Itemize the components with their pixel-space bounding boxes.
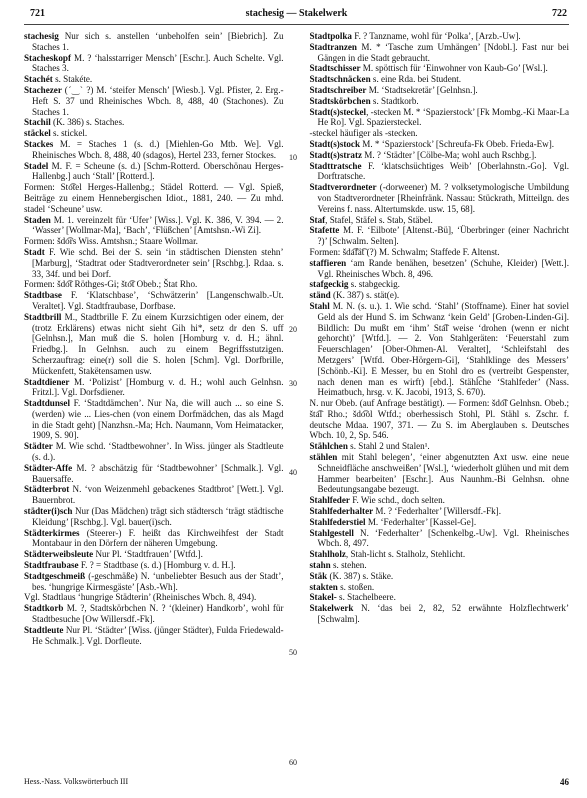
entry-text: (ˊ‿ˋ ?) M. ‘steifer Mensch’ [Wiesb.]. Vgl. Pfister, 2. Erg.-Heft S. 37 und Rheinisches Wbch. 8, 488, 40 (Stachones). Zu Staches 1.: [32, 84, 284, 117]
entry-text: , Stafel, Stäfel s. Stab, Stäbel.: [325, 214, 433, 225]
headword: Stadt(s)steckel: [309, 106, 367, 117]
entry-text: Formen: šdo͡t Röthges-Gi; što͡t Obeb.; Štat Rho.: [24, 279, 198, 290]
dictionary-entry: [24, 290, 284, 312]
headword: staffieren: [309, 257, 347, 268]
entry-text: M. F. = Scheune (s. d.) [Schm-Rotterd. Oberschönau Herges-Hallenbg.] auch ‘Stall’ [Rotterd.].: [32, 160, 284, 182]
entry-text: F. ? = Stadtbase (s. d.) [Homburg v. d. H.].: [78, 560, 236, 571]
entry-note: [24, 236, 284, 247]
line-number: 20: [289, 325, 297, 334]
entry-text: Nur (Das Mädchen) trägt sich städtersch ‘trägt städtische Kleidung’ [Rschbg.]. Vgl. bauer(i)sch.: [32, 506, 284, 527]
headword: Stachét: [24, 74, 53, 85]
entry-text: M. ? ‘Städter’ [Cölbe-Ma; wohl auch Rschbg.].: [362, 149, 537, 160]
dictionary-entry: [310, 182, 570, 214]
entry-text: s. stehen.: [330, 560, 367, 571]
entry-text: F. ‘klatschsüchtiges Weib’ [Oberlahnstn.-Go]. Vgl. Dorftratsche.: [317, 160, 569, 182]
dictionary-entry: [24, 312, 284, 377]
headword: Stackes: [24, 138, 54, 149]
entry-text: M. * ‘Tasche zum Umhängen’ [Ndobl.]. Fast nur bei Gängen in die Stadt gebraucht.: [317, 41, 569, 63]
entry-note: [310, 398, 570, 441]
entry-text: Nur sich s. anstellen ‘unbeholfen sein’ [Biebrich]. Zu Staches 1.: [32, 31, 284, 52]
dictionary-entry: [24, 484, 284, 506]
entry-text: s. eine Rda. bei Student.: [370, 74, 462, 85]
entry-text: (K. 387) s. stät(e).: [330, 290, 400, 301]
dictionary-entry: [24, 603, 284, 625]
dictionary-entry: [24, 53, 284, 75]
dictionary-entry: [310, 258, 570, 280]
headword: Stadtranzen: [309, 41, 357, 52]
entry-text: M. * ‘Spazierstock’ [Schreufa-Fk Obeb. Frieda-Ew].: [360, 138, 555, 149]
entry-text: F. ‘Klatschbase’, ‘Schwätzerin’ [Langenschwalb.-Ut. Veraltet]. Vgl. Stadtfraubase, Dorfbase.: [32, 290, 284, 311]
line-number: 60: [289, 758, 297, 767]
entry-note: [24, 279, 284, 290]
entry-text: mit Stahl belegen’, ‘einer abgenutzten Axt usw. eine neue Schneidfläche anschweißen’ [Wsl.], ‘wiederholt glühen und mit dem Hammer bearbeiten’ [Eschr.]. Aus Naunhm.-Bi Gelnhsn. ohne Bedeutungsangabe bezeugt.: [317, 452, 569, 495]
headword: Stadtbrill: [24, 311, 62, 322]
entry-text: N. ‘das bei 2, 82, 52 erwähnte Holzflechtwerk’ [Schwalm].: [317, 603, 569, 625]
page-number-left: 721: [30, 8, 45, 19]
headword: Stachezer: [24, 84, 62, 95]
dictionary-entry: [24, 398, 284, 441]
entry-note: [310, 247, 570, 258]
dictionary-entry: [24, 247, 284, 279]
entry-text: M. ? ‘halsstarriger Mensch’ [Eschr.]. Auch Schelte. Vgl. Staches 3.: [32, 52, 284, 74]
dictionary-entry: [310, 42, 570, 64]
entry-text: N. ‘Federhalter’ [Schenkelbg.-Uw]. Vgl. Rheinisches Wbch. 8, 497.: [317, 527, 569, 549]
entry-text: Vgl. Stadtlaus ‘hungrige Städterin’ (Rheinisches Wbch. 8, 494).: [24, 592, 257, 603]
dictionary-entry: [310, 85, 570, 96]
entry-text: M. ‘Polizist’ [Homburg v. d. H.; wohl auch Gelnhsn. Fritzl.]. Vgl. Dorfsdiener.: [32, 376, 284, 398]
headword: Stadel: [24, 160, 49, 171]
headword: Stadtskörbchen: [309, 95, 371, 106]
dictionary-entry: [310, 225, 570, 247]
dictionary-entry: [310, 549, 570, 560]
line-number: 50: [289, 648, 297, 657]
entry-text: ‘am Rande benähen, besetzen’ (Schuhe, Kleider) [Wett.]. Vgl. Rheinisches Wbch. 8, 496.: [317, 257, 569, 279]
entry-text: (-dorweener) M. ? volksetymologische Umbildung von Stadtverordneter [Rheinfränk. Nassau: Stückrath, Mitteilgn. des Vereins f. nass. Altertumskde. usw. 15, 68].: [317, 182, 569, 214]
right-column: [310, 31, 570, 646]
running-head: stachesig — Stakelwerk: [245, 8, 348, 19]
headword: Städter: [24, 441, 53, 452]
dictionary-entry: [310, 63, 570, 74]
dictionary-entry: [310, 517, 570, 528]
entry-text: (-geschmäße) N. ‘unbeliebter Besuch aus der Stadt’, bes. ‘hungrige Kirmesgäste’ [Asb.-Wh].: [32, 570, 284, 592]
headword: Staf: [309, 214, 326, 225]
entry-text: s. Stachelbeere.: [336, 592, 396, 603]
dictionary-entry: [24, 560, 284, 571]
headword: Stadtschisser: [309, 63, 361, 74]
sheet-number: 46: [560, 777, 569, 787]
headword: Staden: [24, 214, 51, 225]
entry-note: [310, 128, 570, 139]
headword: Stakel-: [309, 592, 337, 603]
dictionary-entry: [310, 506, 570, 517]
entry-text: Formen: šdo͡rs Wiss. Amtshsn.; Staare Wollmar.: [24, 236, 198, 247]
headword: Stadtdiener: [24, 376, 70, 387]
headword: stählen: [309, 452, 338, 463]
headword: Städterkirmes: [24, 527, 80, 538]
headword: stafgeckig: [309, 279, 349, 290]
entry-text: M. spöttisch für ‘Einwohner von Kaub-Go’ [Wsl.].: [360, 63, 548, 74]
entry-text: N. nur Obeb. (auf Anfrage bestätigt). — Formen: šdo͡l Gelnhsn. Obeb.; šta͡l Rho.; šdo͡ol Wtfd.; oberhessisch Stohl, Pl. Stähl s. Zschr. f. deutsche Mdaa. 1907, 371. — Zu S. im Aberglauben s. Deutsches Wbch. 10, 2, Sp. 546.: [309, 398, 569, 441]
entry-text: s. stoßen.: [337, 581, 375, 592]
dictionary-entry: [310, 560, 570, 571]
dictionary-entry: [24, 117, 284, 128]
headword: Stadt(s)stock: [309, 138, 361, 149]
entry-text: , Stah-licht s. Stalholz, Stehlicht.: [345, 549, 466, 560]
dictionary-entry: [310, 582, 570, 593]
dictionary-entry: [24, 215, 284, 237]
headword: Stadtfraubase: [24, 560, 79, 571]
dictionary-entry: [24, 625, 284, 647]
page-number-right: 722: [552, 8, 567, 19]
dictionary-entry: [310, 279, 570, 290]
headword: Stadtdunsel: [24, 398, 70, 409]
dictionary-entry: [310, 301, 570, 398]
header-rule: [24, 24, 569, 25]
dictionary-entry: [24, 441, 284, 463]
line-number: 30: [289, 379, 297, 388]
headword: stachesig: [24, 31, 59, 41]
headword: Stadtpolka: [309, 31, 352, 41]
entry-text: (K. 386) s. Staches.: [50, 117, 125, 128]
headword: Stadt(s)stratz: [309, 149, 363, 160]
entry-note: [24, 182, 284, 214]
left-column: [24, 31, 284, 646]
entry-text: (Steerer-) F. heißt das Kirchweihfest der Stadt Montabaur in den Dörfern der näheren Umgebung.: [32, 527, 284, 549]
dictionary-entry: [24, 85, 284, 117]
headword: ständ: [309, 290, 331, 301]
dictionary-entry: [24, 128, 284, 139]
headword: Stäk: [309, 570, 328, 581]
headword: stakten: [309, 581, 338, 592]
entry-text: Nur Pl. ‘Stadtfrauen’ [Wtfd.].: [93, 549, 203, 560]
page-header: [24, 8, 569, 22]
headword: Stacheskopf: [24, 52, 71, 63]
dictionary-entry: [310, 528, 570, 550]
entry-text: s. Stadtkorb.: [370, 95, 419, 106]
line-number: 10: [289, 153, 297, 162]
entry-text: F. ? Tanzname, wohl für ‘Polka’, [Arzb.-Uw].: [351, 31, 521, 41]
headword: städter(i)sch: [24, 506, 73, 517]
headword: Stadtleute: [24, 624, 64, 635]
entry-text: (K. 387) s. Stäke.: [327, 570, 394, 581]
entry-text: M. ? ‘Federhalter’ [Willersdf.-Fk].: [373, 506, 501, 517]
headword: Städter-Affe: [24, 462, 73, 473]
dictionary-entry: [24, 31, 284, 53]
headword: Stadtgeschmeiß: [24, 570, 86, 581]
dictionary-entry: [24, 463, 284, 485]
dictionary-entry: [310, 150, 570, 161]
entry-text: s. Stahl 2 und Stalen¹.: [347, 441, 430, 452]
dictionary-entry: [310, 495, 570, 506]
headword: Stakelwerk: [309, 603, 354, 614]
dictionary-entry: [24, 571, 284, 593]
headword: Städterbrot: [24, 484, 70, 495]
entry-text: Nur Pl. ‘Städter’ [Wiss. (jünger Städter), Fulda Friedewald-He Schmalk.]. Vgl. Dorfleute.: [32, 624, 284, 646]
footer-title: Hess.-Nass. Volkswörterbuch III: [24, 777, 129, 786]
dictionary-entry: [310, 452, 570, 495]
entry-text: M. ‘Federhalter’ [Kassel-Ge].: [365, 516, 477, 527]
dictionary-entry: [310, 441, 570, 452]
entry-text: s. stabgeckig.: [348, 279, 400, 290]
headword: Stadttratsche: [309, 160, 362, 171]
headword: Stadtschnäcken: [309, 74, 371, 85]
page-footer: [24, 777, 569, 786]
headword: Stahlfederstiel: [309, 516, 366, 527]
entry-text: M. N. (s. u.). 1. Wie schd. ‘Stahl’ (Stoffname). Einer hat soviel Geld als der Hund S. im Schwanz ‘kein Geld’ [Groben-Linden-Gi]. Bildlich: Du mußt em ‘ihm’ Sta͡l weise ‘drohen (wenn er nicht gehorcht)’ [Wtfd.]. — 2. Von Stahlgeräten: ‘Feuerstahl zum Feuerschlagen’ [Ober-Ohmen-Al. Veraltet], ‘Schleifstahl des Metzgers’ [Wtfd. Ober-Hörgern-Gi], ‘Stahlklinge des Messers’ [Schönb.-Ki]. E Messer, bu en Stohl dro es (vertreibt Gespenster, nach denen man es wirft) [ebd.]. Stähl͡che ‘Stahlfeder’ (Nass. Heimatbuch, hrsg. v. K. Jacobi, 1913, S. 670).: [317, 300, 569, 398]
line-number: 40: [289, 468, 297, 477]
headword: stäckel: [24, 128, 51, 139]
dictionary-entry: [24, 506, 284, 528]
dictionary-entry: [310, 290, 570, 301]
dictionary-entry: [310, 571, 570, 582]
entry-text: Formen: šda͡fä͡t (?) M. Schwalm; Staffede F. Altenst.: [309, 246, 500, 257]
entry-text: Formen: Sto͡tel Herges-Hallenbg.; Städel Rotterd. — Vgl. Spieß, Beiträge zu einem Hennebergischen Idiot., 1881, 240. — Zu mhd. stadel ‘Scheune’ usw.: [24, 182, 284, 214]
entry-text: M. ? abschätzig für ‘Stadtbewohner’ [Schmalk.]. Vgl. Bauersaffe.: [32, 462, 284, 484]
dictionary-entry: [310, 592, 570, 603]
dictionary-entry: [310, 31, 570, 42]
headword: Stadtverordneter: [309, 182, 377, 193]
entry-text: -steckel häufiger als -stecken.: [309, 128, 418, 139]
entry-text: M. = Staches 1 (s. d.) [Miehlen-Go Mtb. We]. Vgl. Rheinisches Wbch. 8, 488, 40 (sdagos), Hertel 233, ferner Stockes.: [32, 138, 284, 160]
headword: Stadtschreiber: [309, 84, 367, 95]
headword: Stachil: [24, 117, 51, 128]
entry-note: [24, 592, 284, 603]
dictionary-entry: [310, 215, 570, 226]
entry-text: M. Wie schd. ‘Stadtbewohner’. In Wiss. jünger als Stadtleute (s. d.).: [32, 441, 284, 463]
entry-text: M., Stadtbrille F. Zu einem Kurzsichtigen oder einem, der (trotz Erklärens) etwas nicht sieht Gih hi*, setz dr den S. uff [Gelnhsn.], Man muß die S. holen [Homburg v. d. H.; ähnl. Friedbg.]. In Gelnhsn. auch zu einem Begriffsstutzigen. Scherzauftrag: eine(r) soll die S. holen [Schm]. Vgl. Dorfbrille, Mückenfett, Stakëtensamen usw.: [32, 311, 284, 376]
headword: Stählchen: [309, 441, 348, 452]
headword: Stafette: [309, 225, 340, 236]
dictionary-entry: [24, 528, 284, 550]
entry-text: F. Wie schd., doch selten.: [349, 495, 445, 506]
headword: Stahlfederhalter: [309, 506, 374, 517]
headword: Stadt: [24, 246, 45, 257]
dictionary-entry: [310, 603, 570, 625]
dictionary-entry: [310, 96, 570, 107]
entry-text: M. ?, Stadtskörbchen N. ? ‘(kleiner) Handkorb’, wohl für Stadtbesuche [Ow Willersdf.-Fk].: [32, 603, 284, 625]
entry-text: M. F. ‘Eilbote’ [Altenst.-Bü], ‘Überbringer (einer Nachricht ?)’ [Schwalm. Selten].: [317, 225, 569, 247]
headword: Städterweibsleute: [24, 549, 94, 560]
headword: Stadtkorb: [24, 603, 64, 614]
dictionary-entry: [24, 161, 284, 183]
entry-text: s. Stakéte.: [52, 74, 93, 85]
dictionary-entry: [24, 549, 284, 560]
headword: stahn: [309, 560, 331, 571]
entry-text: s. stickel.: [50, 128, 88, 139]
entry-text: , -stecken M. * ‘Spazierstock’ [Fk Mombg.-Ki Maar-La He Ro]. Vgl. Spaziersteckel.: [317, 106, 569, 128]
entry-text: N. ‘von Weizenmehl gebackenes Stadtbrot’ [Wett.]. Vgl. Bauernbrot.: [32, 484, 284, 506]
entry-text: F. ‘Stadtdämchen’. Nur Na, die will auch ... so eine S. (werden) wie ... Lies-chen (von einem Dorfmädchen, das als Magd in die Stadt geht) [Nanzhsn.-Ma; Hch. Naumann, Vom Heimatacker, 1909, S. 90].: [32, 398, 284, 441]
entry-text: M. 1. vereinzelt für ‘Ufer’ [Wiss.]. Vgl. K. 386, V. 394. — 2. ‘Wasser’ [Wollmar-Ma], ‘Bach’, ‘Flüßchen’ [Amtshsn.-Wi Zi].: [32, 214, 284, 236]
entry-text: M. ‘Stadtsekretär’ [Gelnhsn.].: [366, 84, 478, 95]
headword: Stahlgestell: [309, 527, 354, 538]
headword: Stahl: [309, 300, 330, 311]
dictionary-entry: [24, 139, 284, 161]
dictionary-entry: [24, 377, 284, 399]
headword: Stahlholz: [309, 549, 346, 560]
two-column-body: [24, 31, 569, 767]
dictionary-entry: [310, 139, 570, 150]
headword: Stahlfeder: [309, 495, 350, 506]
dictionary-entry: [310, 161, 570, 183]
dictionary-entry: [310, 107, 570, 129]
entry-text: F. Wie schd. Bei der S. sein ‘in städtischen Diensten stehn’ [Marburg], ‘Stadtrat oder Stadtverordneter sein’ [Rschbg.]. Rdaa. s. 33, 34f. und bei Dorf.: [32, 246, 284, 279]
dictionary-entry: [310, 74, 570, 85]
dictionary-entry: [24, 74, 284, 85]
headword: Stadtbase: [24, 290, 62, 301]
